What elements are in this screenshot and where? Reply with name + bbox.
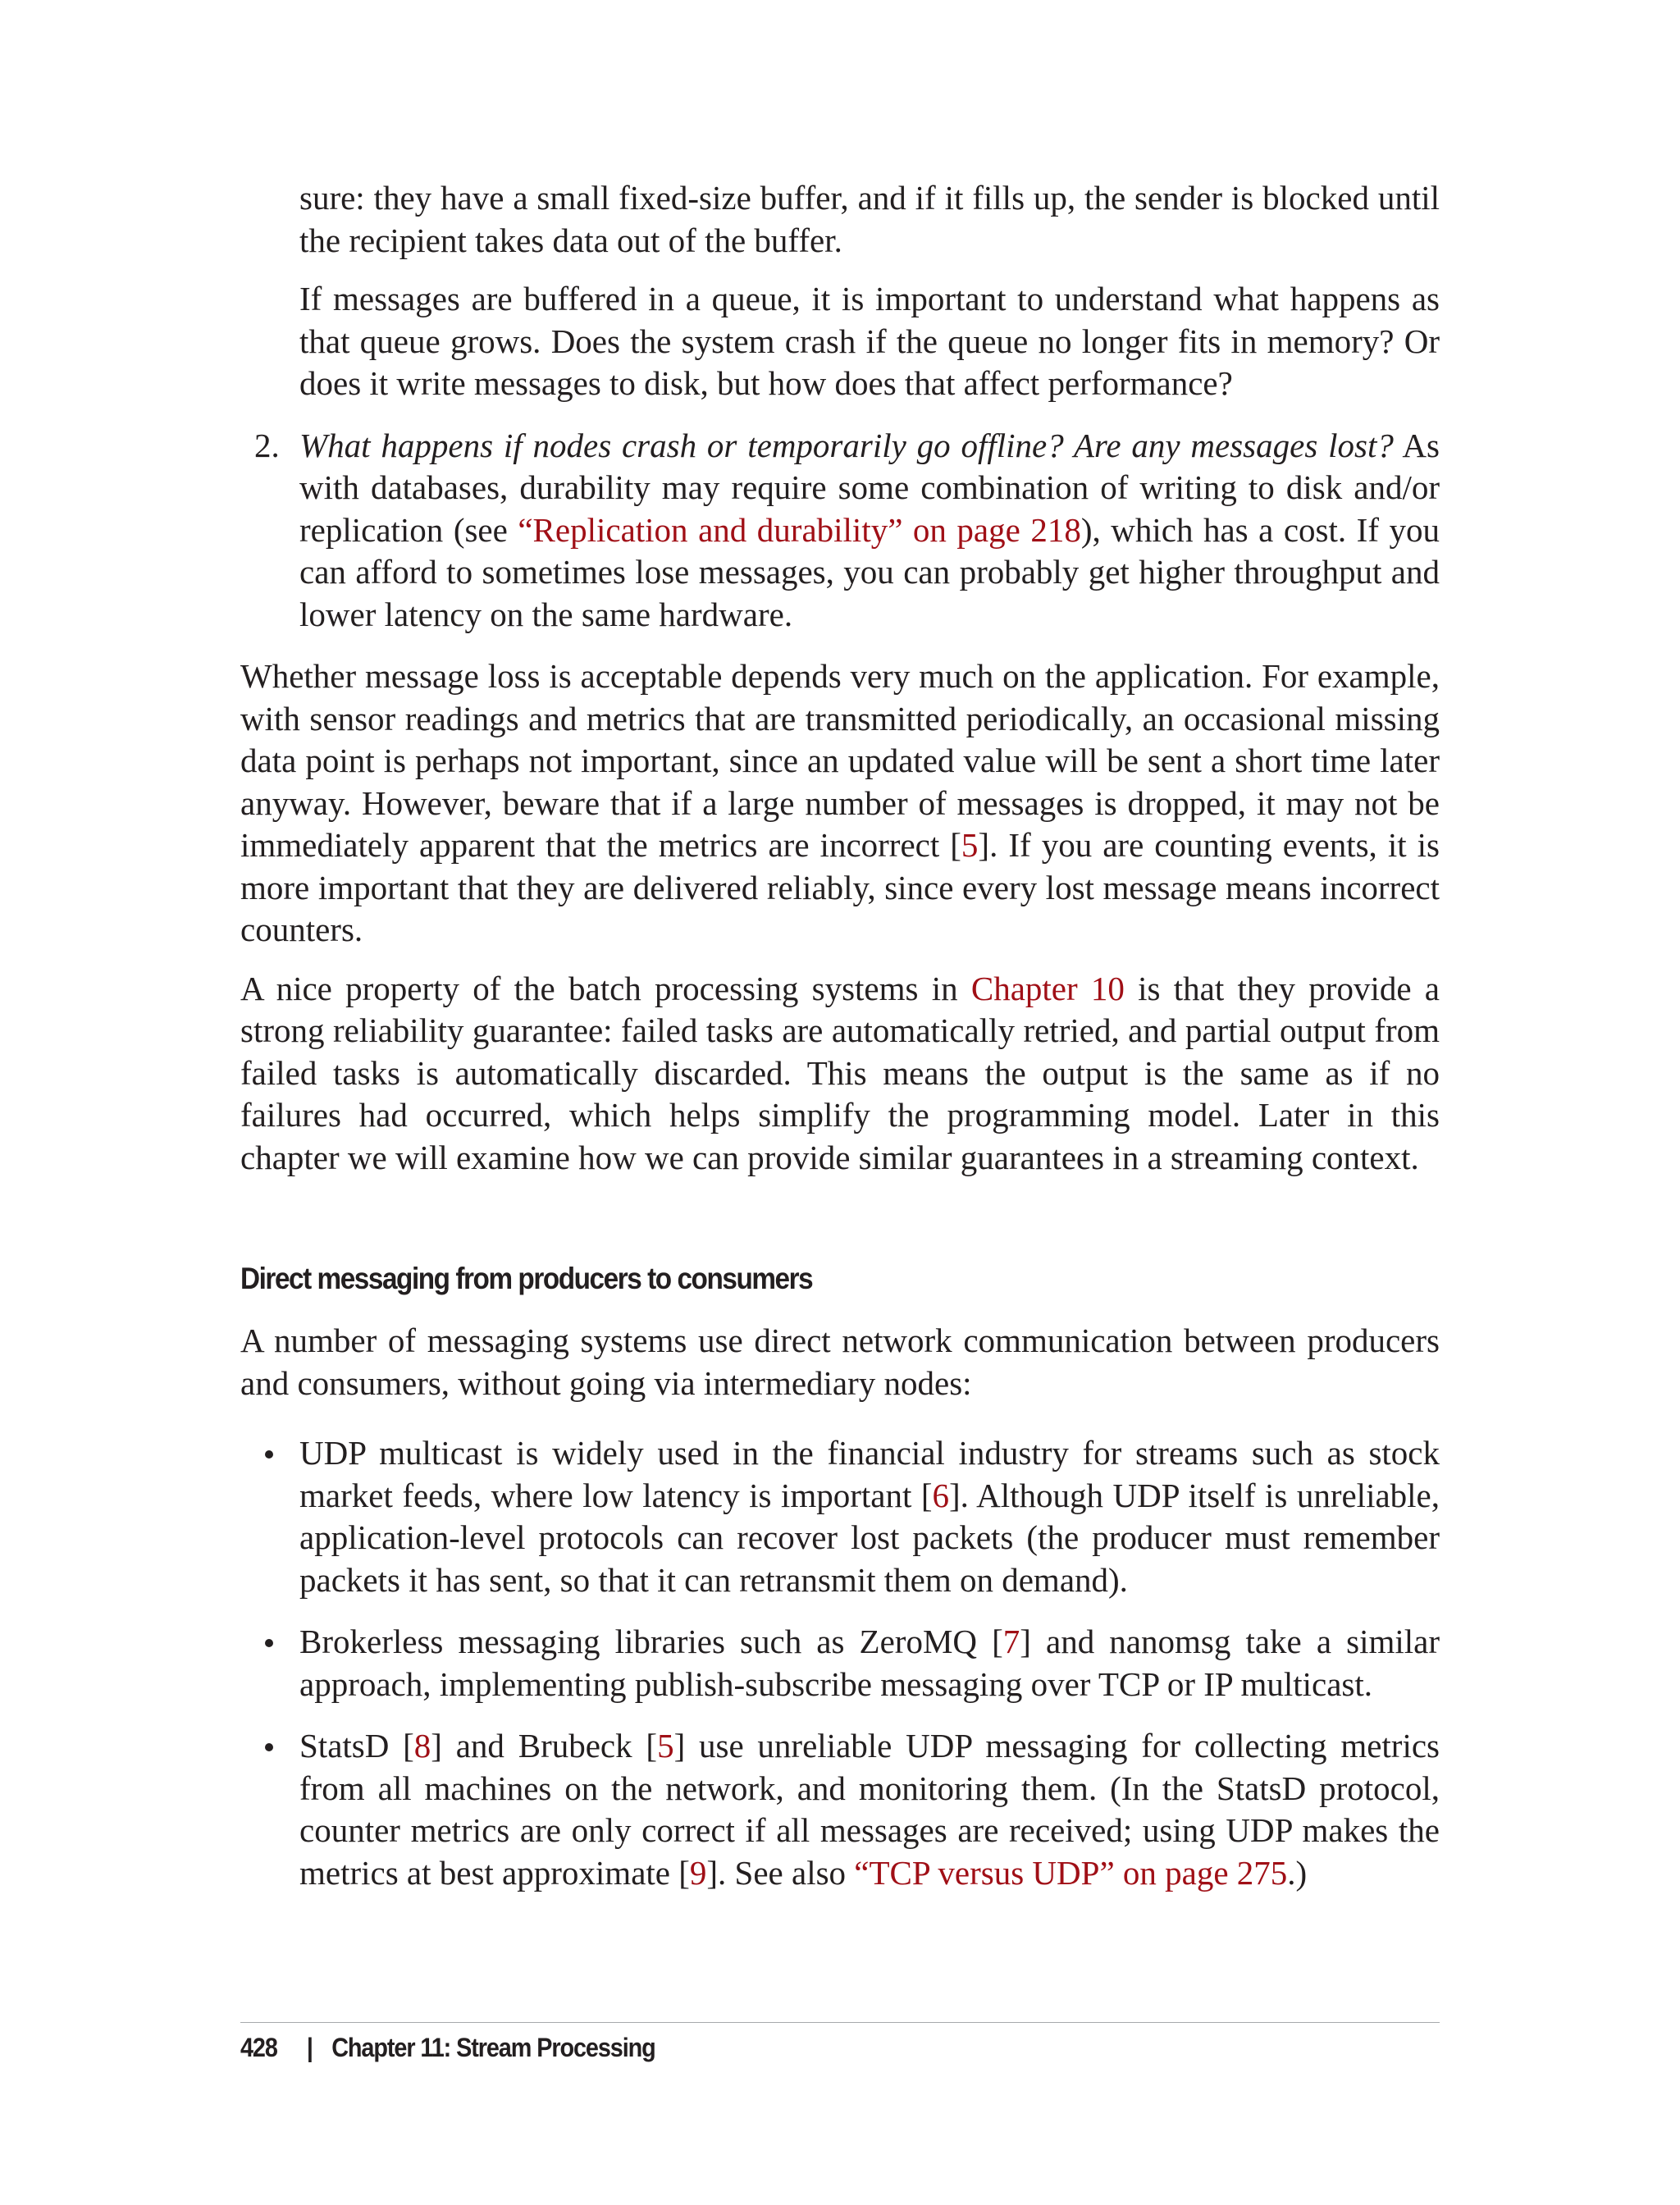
- section-heading: Direct messaging from producers to consumers: [240, 1262, 813, 1295]
- continuation-paragraph: sure: they have a small fixed-size buffer, and if it fills up, the sender is blocked until the recipient takes data out of the buffer.: [299, 179, 1440, 259]
- citation-6[interactable]: 6: [932, 1476, 949, 1514]
- numbered-item-2: 2. What happens if nodes crash or temporarily go offline? Are any messages lost? As with databases, durability may require some combination of writing to disk and/or replication (see “Replication and durability” on page 218), which has a cost. If you can afford to sometimes lose messages, you can probably get higher throughput and lower latency on the same hardware.: [254, 426, 1440, 633]
- page-number: 428: [240, 2033, 277, 2062]
- lower-text: [240, 1320, 1440, 1894]
- citation-5[interactable]: 5: [961, 826, 979, 864]
- link-replication-durability[interactable]: “Replication and durability” on page 218: [518, 510, 1081, 549]
- footer-rule: [240, 2022, 1440, 2023]
- bullet-zeromq: Brokerless messaging libraries such as ZeroMQ [7] and nanomsg take a similar approach, implementing publish-subscribe messaging over TCP or IP multicast.: [240, 1621, 1440, 1705]
- bullet-udp-multicast: UDP multicast is widely used in the financial industry for streams such as stock market feeds, where low latency is important [6]. Although UDP itself is unreliable, application-level protocols can recover lost packets (the producer must remember packets it has sent, so that it can retransmit them on demand).: [240, 1432, 1440, 1601]
- bullet-icon: [265, 1450, 273, 1459]
- queue-paragraph: If messages are buffered in a queue, it is important to understand what happens as that queue grows. Does the system crash if the queue no longer fits in memory? Or does it write messages to disk, but how does that affect performance?: [299, 280, 1440, 402]
- batch-paragraph: A nice property of the batch processing systems in Chapter 10 is that they provide a strong reliability guarantee: failed tasks are automatically retried, and partial output from failed tasks is automatically discarded. This means the output is the same as if no failures had occurred, which helps simplify the programming model. Later in this chapter we will examine how we can provide similar guarantees in a streaming context.: [240, 969, 1440, 1176]
- bullet-icon: [265, 1639, 273, 1647]
- bullet-statsd: StatsD [8] and Brubeck [5] use unreliable UDP messaging for collecting metrics from all machines on the network, and monitoring them. (In the StatsD protocol, counter metrics are only correct if all messages are received; using UDP makes the metrics at best approximate [9]. See also “TCP versus UDP” on page 275.): [240, 1725, 1440, 1894]
- link-chapter-10[interactable]: Chapter 10: [970, 969, 1125, 1007]
- link-tcp-versus-udp[interactable]: “TCP versus UDP” on page 275: [854, 1853, 1288, 1892]
- item-question: What happens if nodes crash or temporarily go offline? Are any messages lost?: [299, 426, 1394, 464]
- section-intro: A number of messaging systems use direct network communication between producers and consumers, without going via intermediary nodes:: [240, 1322, 1440, 1402]
- message-loss-paragraph: Whether message loss is acceptable depends very much on the application. For example, with sensor readings and metrics that are transmitted periodically, an occasional missing data point is perhaps not important, since an updated value will be sent a short time later anyway. However, beware that if a large number of messages is dropped, it may not be immediately apparent that the metrics are incorrect [5]. If you are counting events, it is more important that they are delivered reliably, since every lost message means incorrect counters.: [240, 657, 1440, 948]
- citation-7[interactable]: 7: [1002, 1623, 1020, 1660]
- chapter-title: Chapter 11: Stream Processing: [331, 2033, 655, 2062]
- page-footer: [240, 2033, 655, 2063]
- bullet-icon: [265, 1743, 273, 1751]
- footer-separator: |: [306, 2033, 313, 2062]
- item-number: 2.: [254, 426, 280, 464]
- citation-5[interactable]: 5: [657, 1727, 674, 1764]
- citation-9[interactable]: 9: [689, 1853, 707, 1892]
- upper-text: [240, 177, 1440, 1179]
- citation-8[interactable]: 8: [413, 1727, 431, 1764]
